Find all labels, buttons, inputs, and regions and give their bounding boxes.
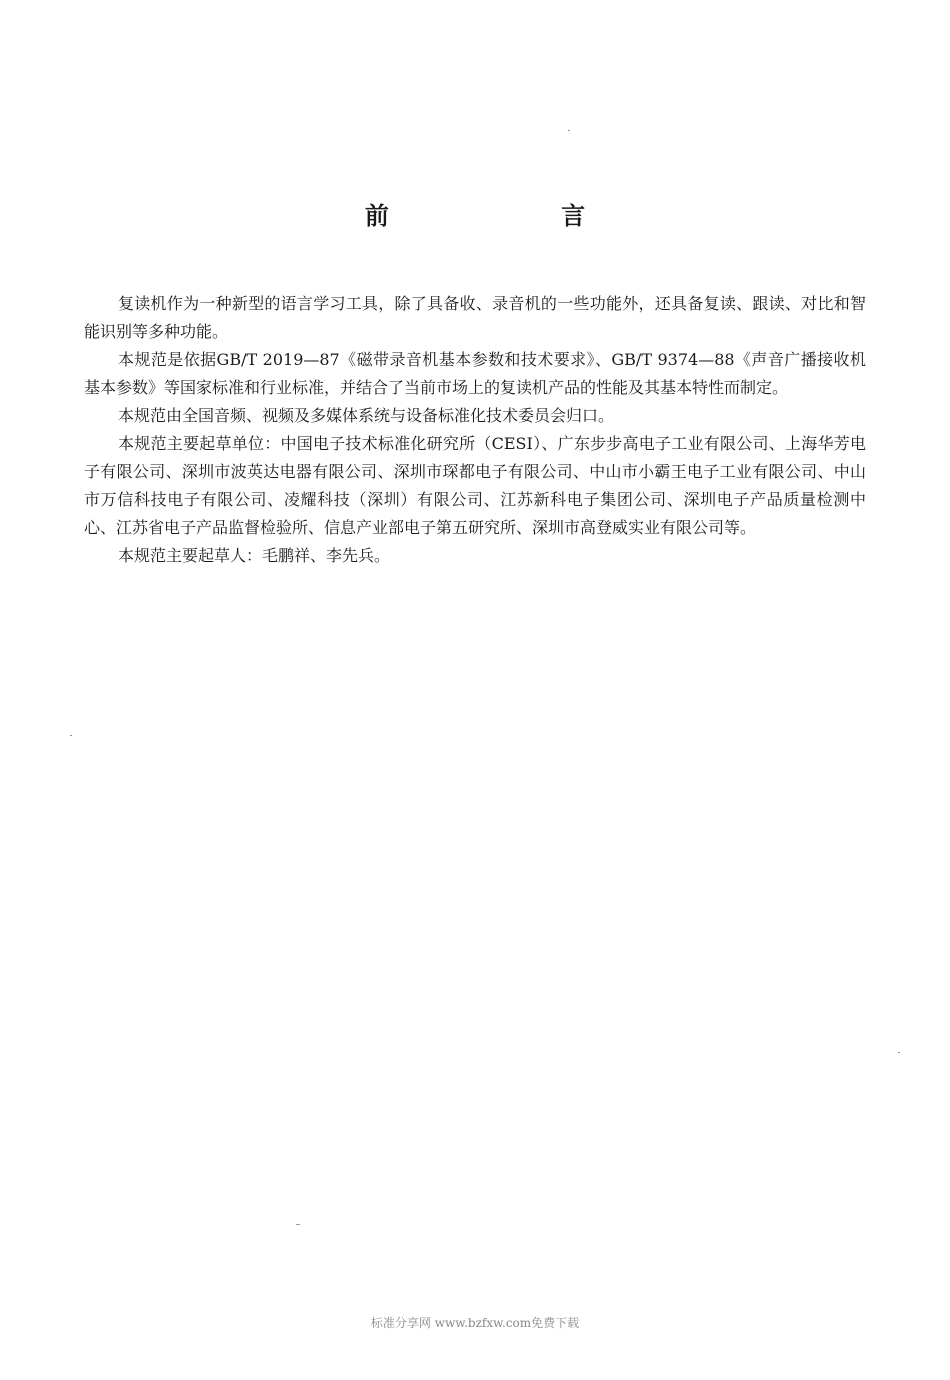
document-body bbox=[84, 290, 866, 570]
paragraph-drafters: 本规范主要起草人：毛鹏祥、李先兵。 bbox=[118, 546, 391, 565]
paragraph-intro: 复读机作为一种新型的语言学习工具，除了具备收、录音机的一些功能外，还具备复读、跟读、对比和智能识别等多种功能。 bbox=[84, 294, 866, 341]
scan-speck bbox=[898, 1052, 900, 1053]
scan-speck bbox=[568, 130, 570, 131]
page-title: 前 言 bbox=[364, 202, 668, 230]
footer-watermark: 标准分享网 www.bzfxw.com免费下载 bbox=[370, 1316, 580, 1330]
scan-speck bbox=[296, 1224, 300, 1225]
paragraph-basis: 本规范是依据GB/T 2019—87《磁带录音机基本参数和技术要求》、GB/T 9374—88《声音广播接收机基本参数》等国家标准和行业标准，并结合了当前市场上的复读机产品的性能及其基本特性而制定。 bbox=[84, 350, 866, 397]
paragraph-drafting-units: 本规范主要起草单位：中国电子技术标准化研究所（CESI）、广东步步高电子工业有限公司、上海华芳电子有限公司、深圳市波英达电器有限公司、深圳市琛都电子有限公司、中山市小霸王电子工业有限公司、中山市万信科技电子有限公司、凌耀科技（深圳）有限公司、江苏新科电子集团公司、深圳电子产品质量检测中心、江苏省电子产品监督检验所、信息产业部电子第五研究所、深圳市高登威实业有限公司等。 bbox=[84, 434, 866, 537]
scan-speck bbox=[70, 735, 72, 736]
paragraph-jurisdiction: 本规范由全国音频、视频及多媒体系统与设备标准化技术委员会归口。 bbox=[118, 406, 615, 425]
